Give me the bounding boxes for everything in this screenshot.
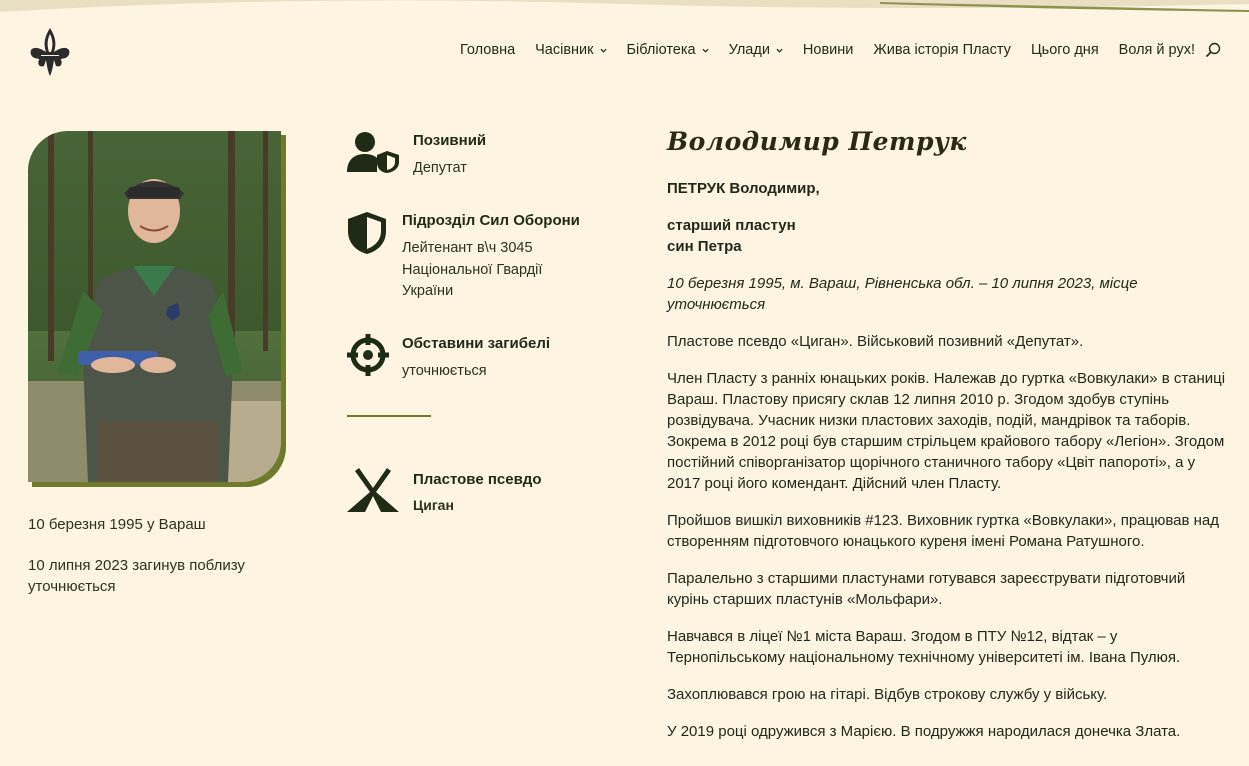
nav-item-library[interactable]: Бібліотека: [627, 42, 709, 58]
bio-paragraph: Навчався в ліцеї №1 міста Вараш. Згодом в ПТУ №12, відтак – у Тернопільському національному технічному університеті ім. Івана Пулюя.: [667, 628, 1181, 666]
unit-value: Лейтенант в\ч 3045 Національної Гвардії України: [402, 240, 543, 299]
name-line: ПЕТРУК Володимир,: [667, 180, 820, 197]
callsign-value: Депутат: [413, 160, 467, 176]
crosshair-icon: [347, 334, 389, 376]
nav-item-news[interactable]: Новини: [802, 42, 854, 58]
unit-label: Підрозділ Сил Оборони: [402, 212, 580, 229]
info-callsign: [347, 131, 607, 181]
patronymic-line: син Петра: [667, 238, 742, 255]
info-circumstances: [347, 334, 607, 384]
bio-paragraph: У 2019 році одружився з Марією. В подружжя народилася донечка Злата.: [667, 723, 1181, 740]
birth-info: 10 березня 1995 у Вараш: [28, 516, 206, 533]
plast-lily-logo-icon[interactable]: [28, 26, 72, 78]
life-dates: [28, 514, 298, 617]
bio-paragraph: Член Пласту з ранніх юнацьких років. Належав до гуртка «Вовкулаки» в станиці Вараш. Пластову присягу склав 12 липня 2010 р. Згодом здобув ступінь розвідувача. Учасник низки пластових заходів, подій, мандрівок та таборів. Зокрема в 2012 році був старшим стрільцем крайового табору «Легіон». Згодом постійний співорганізатор щорічного станичного табору «Цвіт папороті», а у 2017 році його комендант. Дійсний член Пласту.: [667, 370, 1226, 492]
plast-name-label: Пластове псевдо: [413, 471, 542, 488]
bio-paragraph: Паралельно з старшими пластунами готувався зареєструвати підготовчий курінь старших пластунів «Мольфари».: [667, 570, 1186, 608]
info-plast-name: [347, 468, 607, 518]
portrait-photo: [28, 131, 281, 482]
death-info: 10 липня 2023 загинув поблизу уточнюється: [28, 557, 245, 595]
nav-item-chasivnyk[interactable]: Часівник: [535, 42, 606, 58]
bio-paragraph: Пройшов вишкіл виховників #123. Виховник гуртка «Вовкулаки», працював над створенням підготовчого юнацького куреня імені Романа Ратушного.: [667, 512, 1220, 550]
chevron-down-icon: [776, 47, 783, 54]
bio-paragraph: Пластове псевдо «Циган». Військовий позивний «Депутат».: [667, 333, 1084, 350]
shield-icon: [347, 211, 387, 255]
person-name-title: Володимир Петрук: [667, 127, 967, 156]
bio-paragraph: Захоплювався грою на гітарі. Відбув строкову службу у війську.: [667, 686, 1108, 703]
nav-item-home[interactable]: Головна: [460, 42, 516, 58]
info-unit: [347, 211, 607, 306]
main-nav: [440, 42, 1221, 58]
section-divider: [347, 415, 431, 417]
chevron-down-icon: [702, 47, 709, 54]
rank-line: старший пластун: [667, 217, 796, 234]
site-header: [0, 0, 1249, 100]
tent-icon: [347, 468, 399, 512]
dates-line: 10 березня 1995, м. Вараш, Рівненська обл. – 10 липня 2023, місце уточнюється: [667, 275, 1138, 313]
circumstances-value: уточнюється: [402, 363, 487, 379]
portrait-photo-container: [28, 131, 286, 487]
nav-item-ulady[interactable]: Улади: [729, 42, 783, 58]
callsign-label: Позивний: [413, 132, 487, 149]
search-icon[interactable]: [1205, 42, 1221, 58]
nav-item-freedom[interactable]: Воля й рух!: [1118, 42, 1195, 58]
nav-item-living-history[interactable]: Жива історія Пласту: [873, 42, 1011, 58]
circumstances-label: Обставини загибелі: [402, 335, 551, 352]
biography: [667, 127, 1227, 758]
chevron-down-icon: [600, 47, 607, 54]
plast-name-value: Циган: [413, 497, 454, 513]
nav-item-this-day[interactable]: Цього дня: [1030, 42, 1099, 58]
user-shield-icon: [347, 131, 399, 173]
